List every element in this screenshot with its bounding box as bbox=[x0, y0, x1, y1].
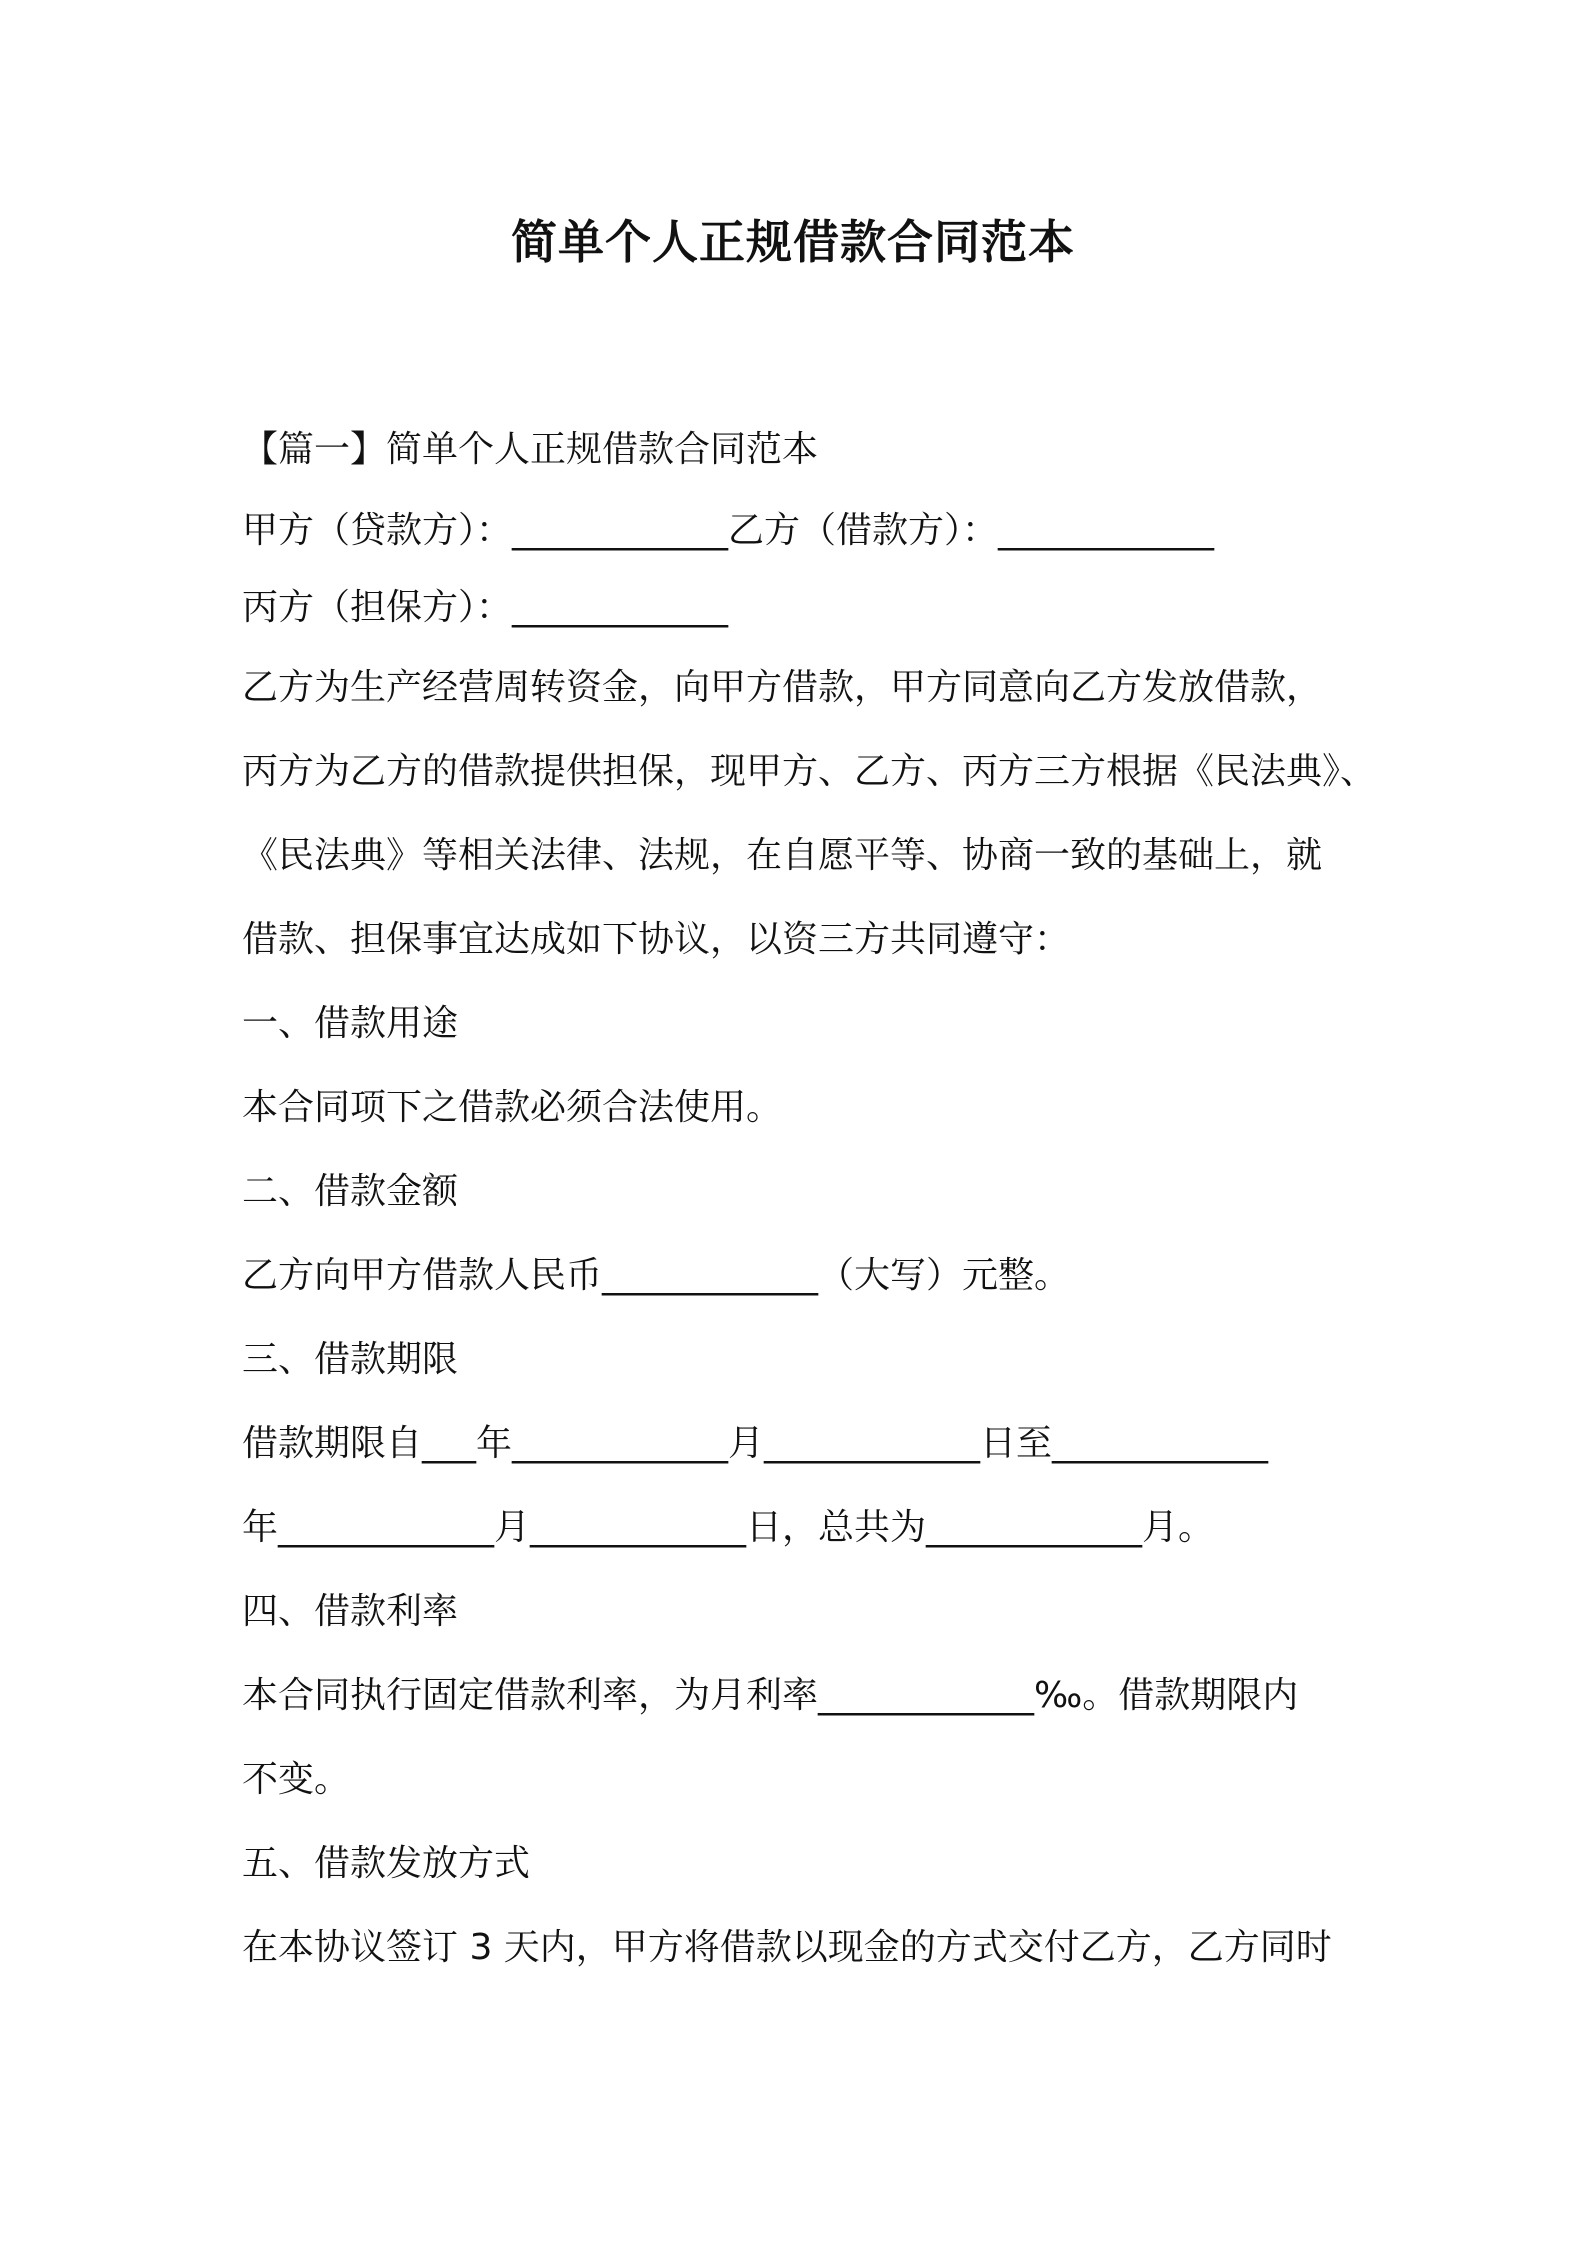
document-body bbox=[242, 408, 1377, 1990]
section-heading: 【篇一】简单个人正规借款合同范本 bbox=[242, 429, 819, 470]
paragraph-line: 乙方向甲方借款人民币____________（大写）元整。 bbox=[242, 1255, 1071, 1296]
clause-title-interest: 四、借款利率 bbox=[242, 1591, 459, 1632]
paragraph-line: 丙方为乙方的借款提供担保，现甲方、乙方、丙方三方根据《民法典》、 bbox=[242, 751, 1377, 792]
paragraph-line: 《民法典》等相关法律、法规，在自愿平等、协商一致的基础上，就 bbox=[242, 835, 1323, 876]
paragraph-line: 在本协议签订 3 天内，甲方将借款以现金的方式交付乙方，乙方同时 bbox=[242, 1927, 1332, 1968]
party-line-guarantor: 丙方（担保方）：____________ bbox=[242, 587, 729, 628]
document-title: 简单个人正规借款合同范本 bbox=[511, 215, 1075, 269]
clause-title-disbursement: 五、借款发放方式 bbox=[242, 1843, 531, 1884]
clause-title-term: 三、借款期限 bbox=[242, 1339, 459, 1380]
party-line-lender-borrower: 甲方（贷款方）：____________乙方（借款方）：____________ bbox=[242, 510, 1215, 551]
paragraph-line: 借款、担保事宜达成如下协议，以资三方共同遵守： bbox=[242, 919, 1071, 960]
paragraph-line: 不变。 bbox=[242, 1759, 351, 1800]
paragraph-line: 本合同项下之借款必须合法使用。 bbox=[242, 1087, 783, 1128]
paragraph-line: 乙方为生产经营周转资金，向甲方借款，甲方同意向乙方发放借款， bbox=[242, 667, 1323, 708]
clause-title-purpose: 一、借款用途 bbox=[242, 1003, 459, 1044]
paragraph-line: 本合同执行固定借款利率，为月利率____________‰。借款期限内 bbox=[242, 1675, 1299, 1716]
paragraph-line: 年____________月____________日，总共为____________月。 bbox=[242, 1507, 1215, 1548]
clause-title-amount: 二、借款金额 bbox=[242, 1171, 459, 1212]
paragraph-line: 借款期限自___年____________月____________日至____________ bbox=[242, 1423, 1269, 1464]
